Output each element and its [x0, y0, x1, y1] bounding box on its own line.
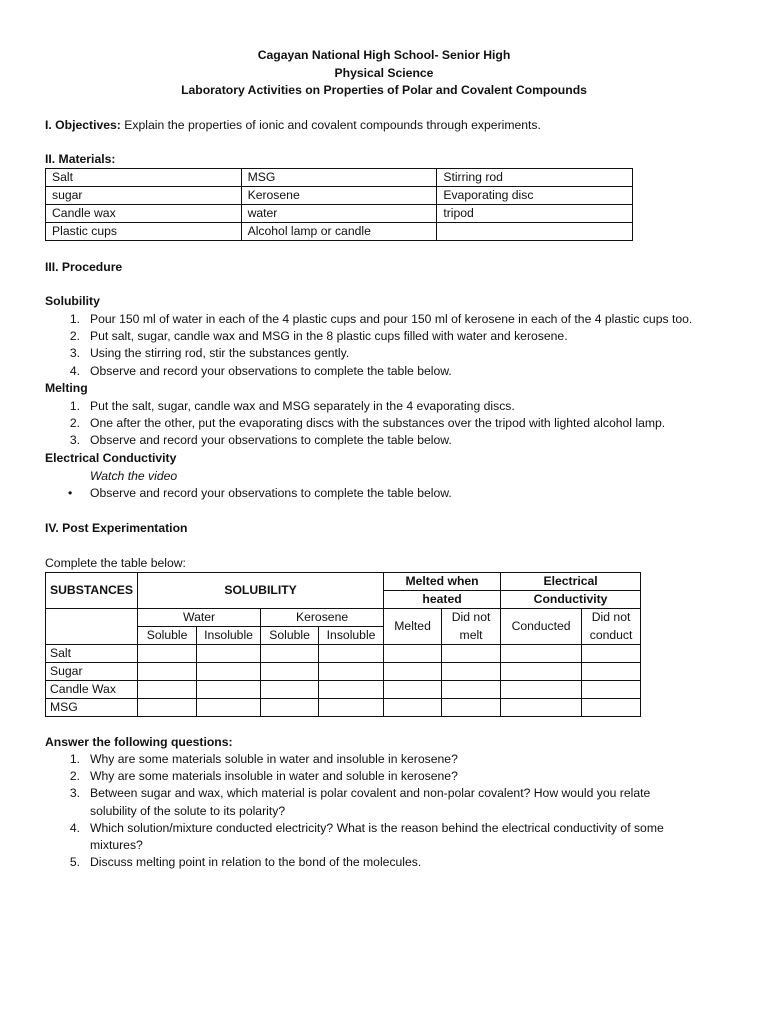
post-heading: IV. Post Experimentation — [45, 521, 188, 535]
document-page: Cagayan National High School- Senior High Physical Science Laboratory Activities on Properties of Polar and Covalent Compounds I. Objectives: Explain the properties of ionic and covalent compounds through experiments. II. Materials: Salt MSG Stirring rod sugar Kerosene Evaporating disc Candle wax water tripod Plastic cups Alcohol lamp or candle III. Procedure Solubility 1. Pour 150 ml of water in each of the 4 plastic cups and pour 150 ml of kerosene in each of the 4 plastic cups too. 2. Put salt, sugar, candle wax and MSG in the 8 plastic cups filled with water and kerosene. 3. Using the stirring rod, stir the substances gently. 4. Observe and record your observations to complete the table below. Melting 1. Put the salt, sugar, candle wax and MSG separately in the 4 evaporating discs. 2. One after the other, put the evaporating discs with the substances over the tripod with lighted alcohol lamp. 3. Observe and record your observations to complete the table below. Electrical Conductivity Watch the video • Observe and record your observations to complete the table below. IV. Post Experimentation Complete the table below: SUBSTANCES SOLUBILITY Melted when Electrical heated Conductivity Water Kerosene Melted Did not Conducted Did not Soluble Insoluble Soluble Insoluble melt conduct Salt Sugar Candle Wax MSG Answer the following questions: 1. Why are some materials soluble in water and insoluble in kerosene? 2. Why are some materials insoluble in water and soluble in kerosene? 3. Between sugar and wax, which material is polar covalent and non-polar covalent? How would you relate solubility of the solute to its polarity? 4. Which solution/mixture conducted electricity? What is the reason behind the electrical conductivity of some mixtures? 5. Discuss melting point in relation to the bond of the molecules. — [0, 0, 768, 1024]
procedure-heading: III. Procedure — [45, 260, 123, 274]
list-item: 4. Which solution/mixture conducted electricity? What is the reason behind the electrical conductivity of some — [69, 820, 664, 835]
table-cell[interactable] — [384, 663, 442, 681]
table-cell: Stirring rod — [437, 169, 633, 187]
table-cell[interactable] — [138, 699, 197, 717]
table-cell[interactable] — [501, 681, 582, 699]
activity-title: Laboratory Activities on Properties of Polar and Covalent Compounds — [181, 83, 587, 97]
table-cell: MSG — [241, 169, 437, 187]
list-item: 2. Put salt, sugar, candle wax and MSG in the 8 plastic cups filled with water and kerosene. — [69, 329, 568, 344]
table-cell[interactable] — [138, 645, 197, 663]
materials-table — [45, 168, 633, 241]
objectives — [45, 117, 541, 134]
table-cell[interactable] — [197, 645, 261, 663]
table-cell[interactable] — [501, 663, 582, 681]
table-header: conduct — [582, 627, 641, 645]
table-cell — [46, 609, 138, 645]
table-cell[interactable] — [197, 699, 261, 717]
table-header: Soluble — [261, 627, 319, 645]
list-item: 3. Observe and record your observations to complete the table below. — [69, 433, 452, 448]
table-cell[interactable] — [384, 699, 442, 717]
conductivity-title: Electrical Conductivity — [45, 451, 177, 465]
post-intro: Complete the table below: — [45, 556, 186, 570]
table-cell: water — [241, 205, 437, 223]
table-cell[interactable] — [582, 663, 641, 681]
table-cell[interactable] — [261, 681, 319, 699]
list-item: 3. Between sugar and wax, which material is polar covalent and non-polar covalent? How would you relate — [69, 786, 651, 801]
table-cell[interactable] — [501, 645, 582, 663]
table-cell: Candle Wax — [46, 681, 138, 699]
list-item: 2. Why are some materials insoluble in water and soluble in kerosene? — [69, 769, 458, 784]
table-cell: sugar — [46, 187, 242, 205]
table-cell[interactable] — [582, 681, 641, 699]
results-table — [45, 572, 641, 717]
list-item: 3. Using the stirring rod, stir the substances gently. — [69, 346, 350, 361]
table-row — [46, 169, 633, 187]
school-name: Cagayan National High School- Senior High — [257, 48, 511, 62]
table-cell[interactable] — [197, 663, 261, 681]
list-item: 1. Pour 150 ml of water in each of the 4 plastic cups and pour 150 ml of kerosene in each of the 4 plastic cups too. — [69, 312, 693, 326]
melting-title: Melting — [45, 381, 88, 395]
table-header: Conducted — [501, 609, 582, 645]
bullet-icon: • — [68, 486, 73, 500]
subject-title: Physical Science — [334, 65, 434, 80]
table-row — [46, 681, 641, 699]
table-header: Soluble — [138, 627, 197, 645]
table-cell: Alcohol lamp or candle — [241, 223, 437, 241]
list-item: solubility of the solute to its polarity? — [90, 803, 286, 818]
table-cell: Plastic cups — [46, 223, 242, 241]
objectives-label: I. Objectives: — [45, 118, 121, 132]
solubility-steps — [64, 311, 692, 380]
table-row — [46, 699, 641, 717]
table-cell[interactable] — [319, 699, 384, 717]
objectives-text: Explain the properties of ionic and covalent compounds through experiments. — [120, 118, 541, 132]
table-cell[interactable] — [261, 699, 319, 717]
conductivity-note: Watch the video — [90, 469, 178, 483]
table-cell[interactable] — [319, 663, 384, 681]
table-cell[interactable] — [261, 663, 319, 681]
table-cell — [437, 223, 633, 241]
list-item: mixtures? — [90, 838, 143, 853]
list-item: 1. Put the salt, sugar, candle wax and MSG separately in the 4 evaporating discs. — [69, 399, 515, 413]
solubility-title: Solubility — [45, 294, 100, 308]
table-header: Melted when — [384, 573, 501, 591]
list-item: 5. Discuss melting point in relation to the bond of the molecules. — [69, 855, 422, 870]
table-cell: Salt — [46, 169, 242, 187]
table-cell[interactable] — [138, 681, 197, 699]
list-item: 2. One after the other, put the evaporating discs with the substances over the tripod with lighted alcohol lamp. — [69, 416, 666, 431]
table-header: Melted — [384, 609, 442, 645]
document-header — [0, 47, 768, 100]
questions-list — [64, 751, 664, 871]
table-row — [46, 663, 641, 681]
table-header: Did not — [582, 609, 641, 627]
table-cell: Salt — [46, 645, 138, 663]
table-cell[interactable] — [442, 699, 501, 717]
table-cell: tripod — [437, 205, 633, 223]
table-cell[interactable] — [442, 645, 501, 663]
table-cell[interactable] — [384, 681, 442, 699]
table-row — [46, 205, 633, 223]
list-item: 4. Observe and record your observations to complete the table below. — [69, 363, 452, 378]
table-header: melt — [442, 627, 501, 645]
table-cell[interactable] — [261, 645, 319, 663]
questions-heading: Answer the following questions: — [45, 735, 233, 749]
table-row — [46, 645, 641, 663]
table-header: Water — [138, 609, 261, 627]
table-row — [46, 609, 641, 627]
table-cell: Candle wax — [46, 205, 242, 223]
table-header: SUBSTANCES — [46, 573, 138, 609]
table-cell[interactable] — [384, 645, 442, 663]
table-header: SOLUBILITY — [138, 573, 384, 609]
table-cell: MSG — [46, 699, 138, 717]
table-cell: Evaporating disc — [437, 187, 633, 205]
table-cell: Sugar — [46, 663, 138, 681]
table-row — [46, 223, 633, 241]
table-header: Insoluble — [319, 627, 384, 645]
table-header: heated — [384, 591, 501, 609]
melting-steps — [64, 398, 665, 450]
table-cell[interactable] — [442, 663, 501, 681]
table-header: Kerosene — [261, 609, 384, 627]
table-cell[interactable] — [582, 699, 641, 717]
table-cell[interactable] — [197, 681, 261, 699]
table-cell[interactable] — [501, 699, 582, 717]
table-header: Conductivity — [501, 591, 641, 609]
table-row — [46, 187, 633, 205]
table-cell: Kerosene — [241, 187, 437, 205]
materials-heading: II. Materials: — [45, 152, 116, 166]
table-row — [46, 573, 641, 591]
table-header: Electrical — [501, 573, 641, 591]
table-cell[interactable] — [319, 681, 384, 699]
list-item: 1. Why are some materials soluble in water and insoluble in kerosene? — [69, 752, 458, 766]
table-cell[interactable] — [138, 663, 197, 681]
table-header: Insoluble — [197, 627, 261, 645]
table-cell[interactable] — [442, 681, 501, 699]
table-cell[interactable] — [319, 645, 384, 663]
table-cell[interactable] — [582, 645, 641, 663]
table-header: Did not — [442, 609, 501, 627]
